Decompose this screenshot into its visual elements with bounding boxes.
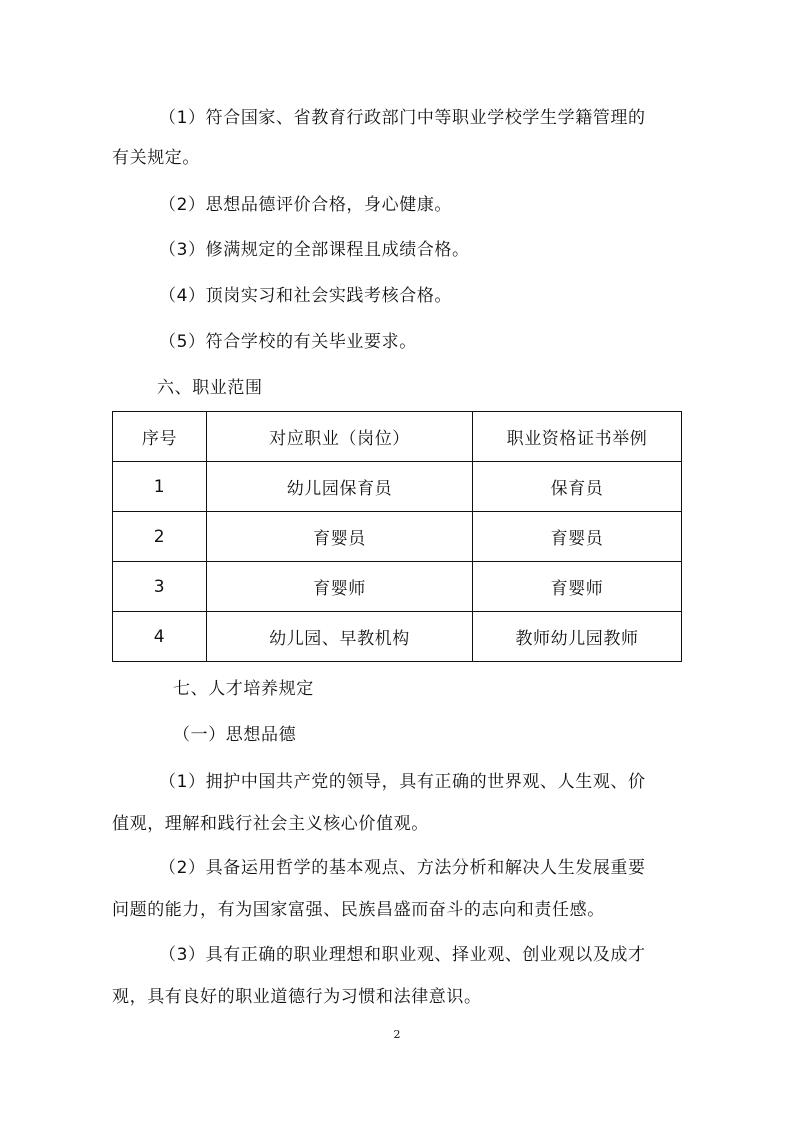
moral-1-line-1: （1）拥护中国共产党的领导，具有正确的世界观、人生观、价 [159,772,646,792]
cell-certificate: 育婴师 [473,562,682,612]
moral-1-line-2: 值观，理解和践行社会主义核心价值观。 [112,814,429,834]
requirement-1-line-1: （1）符合国家、省教育行政部门中等职业学校学生学籍管理的 [159,108,646,128]
cell-index: 3 [113,562,207,612]
page-number: 2 [393,1028,401,1041]
occupation-table [112,411,682,662]
table-header-row [113,412,682,462]
table-row [113,512,682,562]
table-row [113,462,682,512]
cell-index: 1 [113,462,207,512]
header-index: 序号 [113,412,207,462]
cell-certificate: 育婴员 [473,512,682,562]
moral-3-line-1: （3）具有正确的职业理想和职业观、择业观、创业观以及成才 [159,945,646,965]
cell-index: 4 [113,612,207,662]
cell-occupation: 育婴师 [207,562,473,612]
cell-certificate: 教师幼儿园教师 [473,612,682,662]
requirement-3: （3）修满规定的全部课程且成绩合格。 [159,240,470,260]
requirement-5: （5）符合学校的有关毕业要求。 [159,332,417,352]
moral-2-line-2: 问题的能力，有为国家富强、民族昌盛而奋斗的志向和责任感。 [112,900,605,920]
moral-3-line-2: 观，具有良好的职业道德行为习惯和法律意识。 [112,987,482,1007]
cell-occupation: 幼儿园、早教机构 [207,612,473,662]
moral-2-line-1: （2）具备运用哲学的基本观点、方法分析和解决人生发展重要 [159,858,646,878]
table-row [113,612,682,662]
cell-occupation: 幼儿园保育员 [207,462,473,512]
requirement-2: （2）思想品德评价合格，身心健康。 [159,195,453,215]
section-7-heading: 七、人才培养规定 [173,679,314,699]
cell-index: 2 [113,512,207,562]
section-6-heading: 六、职业范围 [157,378,263,398]
section-7-subheading: （一）思想品德 [173,725,297,745]
cell-occupation: 育婴员 [207,512,473,562]
header-occupation: 对应职业（岗位） [207,412,473,462]
requirement-4: （4）顶岗实习和社会实践考核合格。 [159,286,453,306]
requirement-1-line-2: 有关规定。 [112,148,200,168]
table-row [113,562,682,612]
header-certificate: 职业资格证书举例 [473,412,682,462]
cell-certificate: 保育员 [473,462,682,512]
